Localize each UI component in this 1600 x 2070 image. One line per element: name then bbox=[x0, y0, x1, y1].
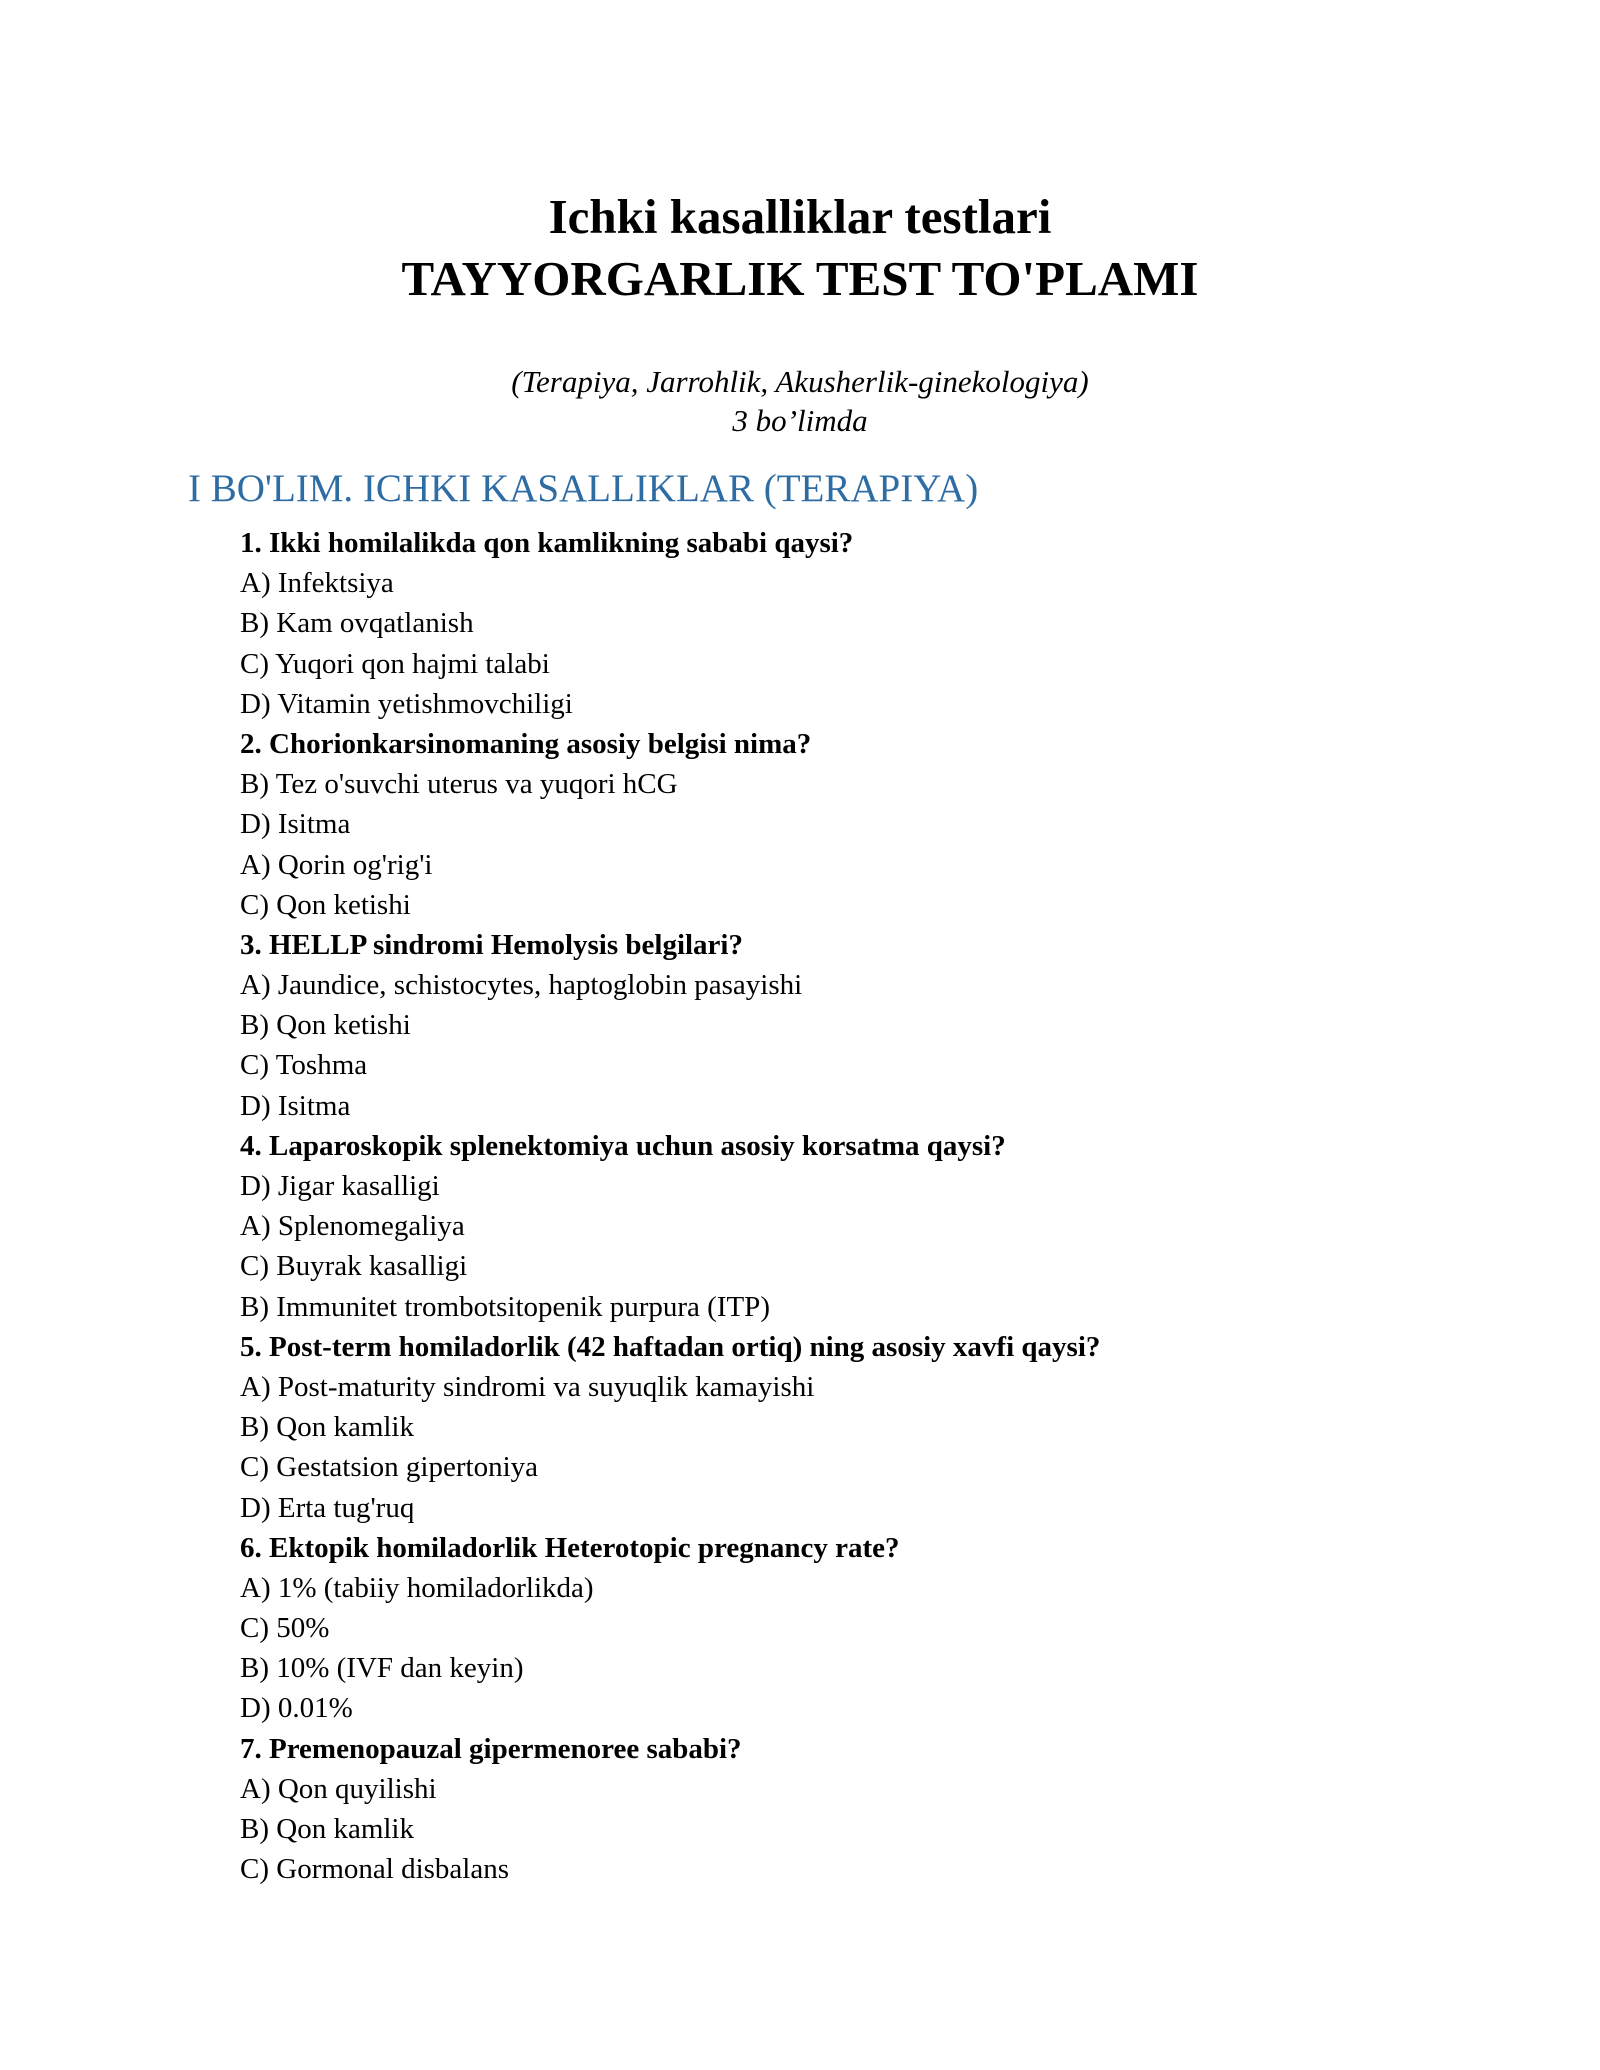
answer-option: C) Yuqori qon hajmi talabi bbox=[240, 647, 550, 680]
answer-option: C) Gormonal disbalans bbox=[240, 1853, 510, 1886]
question-text: 2. Chorionkarsinomaning asosiy belgisi nima? bbox=[240, 727, 812, 760]
answer-option: C) Buyrak kasalligi bbox=[240, 1250, 468, 1283]
title-line-1: Ichki kasalliklar testlari bbox=[548, 189, 1052, 244]
answer-option: A) Jaundice, schistocytes, haptoglobin pasayishi bbox=[240, 969, 803, 1002]
answer-option: D) Isitma bbox=[240, 808, 351, 841]
title-line-2: TAYYORGARLIK TEST TO'PLAMI bbox=[401, 251, 1199, 306]
answer-option: B) Immunitet trombotsitopenik purpura (ITP) bbox=[240, 1290, 770, 1323]
subtitle-line-2: 3 bo’limda bbox=[732, 403, 868, 438]
answer-option: A) Splenomegaliya bbox=[240, 1210, 465, 1243]
answer-option: A) Infektsiya bbox=[240, 567, 394, 600]
question-text: 6. Ektopik homiladorlik Heterotopic pregnancy rate? bbox=[240, 1531, 900, 1564]
answer-option: C) Gestatsion gipertoniya bbox=[240, 1451, 539, 1484]
answer-option: B) 10% (IVF dan keyin) bbox=[240, 1652, 524, 1685]
answer-option: A) 1% (tabiiy homiladorlikda) bbox=[240, 1571, 594, 1604]
answer-option: B) Kam ovqatlanish bbox=[240, 607, 474, 640]
answer-option: B) Tez o'suvchi uterus va yuqori hCG bbox=[240, 768, 678, 801]
question-text: 7. Premenopauzal gipermenoree sababi? bbox=[240, 1732, 742, 1765]
answer-option: B) Qon kamlik bbox=[240, 1813, 414, 1845]
question-text: 1. Ikki homilalikda qon kamlikning sababi qaysi? bbox=[240, 527, 854, 559]
document-title bbox=[0, 186, 1600, 310]
answer-option: A) Qorin og'rig'i bbox=[240, 848, 433, 881]
question-text: 5. Post-term homiladorlik (42 haftadan ortiq) ning asosiy xavfi qaysi? bbox=[240, 1330, 1101, 1363]
answer-option: A) Qon quyilishi bbox=[240, 1772, 437, 1805]
question-text: 3. HELLP sindromi Hemolysis belgilari? bbox=[240, 928, 743, 961]
answer-option: C) 50% bbox=[240, 1612, 330, 1645]
answer-option: D) Jigar kasalligi bbox=[240, 1170, 440, 1202]
document-subtitle bbox=[0, 362, 1600, 440]
subtitle-line-1: (Terapiya, Jarrohlik, Akusherlik-ginekologiya) bbox=[511, 364, 1089, 399]
answer-option: C) Qon ketishi bbox=[240, 888, 411, 921]
answer-option: D) Isitma bbox=[240, 1089, 351, 1122]
answer-option: D) 0.01% bbox=[240, 1692, 353, 1725]
question-list bbox=[240, 523, 1440, 1889]
question-text: 4. Laparoskopik splenektomiya uchun asosiy korsatma qaysi? bbox=[240, 1129, 1006, 1162]
section-heading: I BO'LIM. ICHKI KASALLIKLAR (TERAPIYA) bbox=[188, 467, 979, 510]
answer-option: D) Vitamin yetishmovchiligi bbox=[240, 687, 573, 720]
answer-option: B) Qon ketishi bbox=[240, 1009, 411, 1042]
answer-option: D) Erta tug'ruq bbox=[240, 1491, 415, 1524]
answer-option: C) Toshma bbox=[240, 1049, 368, 1082]
answer-option: B) Qon kamlik bbox=[240, 1411, 414, 1444]
answer-option: A) Post-maturity sindromi va suyuqlik kamayishi bbox=[240, 1370, 815, 1403]
